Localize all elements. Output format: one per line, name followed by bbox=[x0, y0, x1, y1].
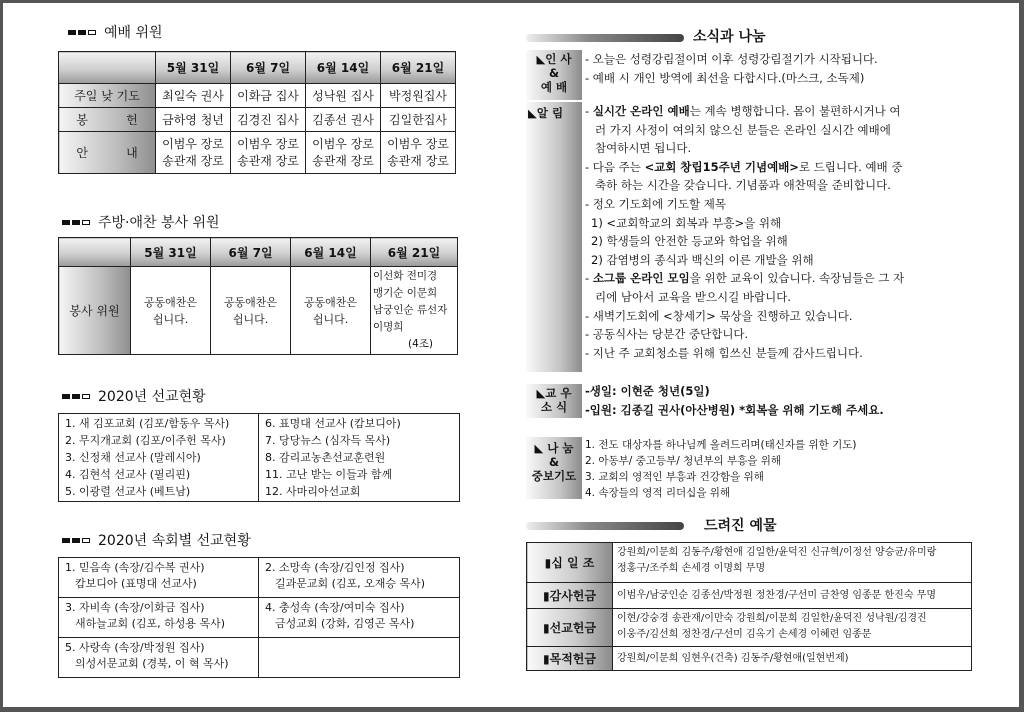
share-text bbox=[585, 437, 1005, 501]
date-header: 5월 31일 bbox=[156, 52, 231, 84]
list-item: 6. 표명대 선교사 (캄보디아) bbox=[265, 417, 401, 430]
news-line: 러 가지 사정이 여의치 않으신 분들은 온라인 실시간 예배에 bbox=[595, 122, 891, 137]
mission-table bbox=[58, 413, 460, 502]
table-cell: 이화금 집사 bbox=[231, 84, 306, 108]
list-item: 7. 당당뉴스 (심자득 목사) bbox=[265, 434, 391, 447]
news-span: 을 위한 교육이 있습니다. 속장님들은 그 자 bbox=[689, 271, 905, 286]
table-cell: 성낙원 집사 bbox=[306, 84, 381, 108]
news-line: - 예배 시 개인 방역에 최선을 다합시다.(마스크, 소독제) bbox=[585, 70, 865, 85]
list-item: 1. 새 김포교회 (김포/함동우 목사) bbox=[65, 417, 230, 430]
member-text bbox=[585, 382, 1005, 419]
section-marker-icon bbox=[68, 30, 96, 35]
offering-label: ▮십 일 조 bbox=[527, 543, 613, 583]
table-cell: 금하영 청년 bbox=[156, 108, 231, 132]
news-line: 리에 남아서 교육을 받으시길 바랍니다. bbox=[595, 289, 792, 304]
offering-label: ▮목적헌금 bbox=[527, 647, 613, 671]
list-item: 11. 고난 받는 이들과 함께 bbox=[265, 468, 393, 481]
greeting-text bbox=[585, 50, 1005, 87]
mission-right-col bbox=[259, 414, 460, 502]
date-header: 6월 21일 bbox=[381, 52, 456, 84]
worship-section-title bbox=[68, 22, 163, 42]
tag-line: 예 배 bbox=[540, 80, 568, 94]
news-span: - 다음 주는 bbox=[585, 159, 645, 174]
news-line: - 실시간 온라인 예배는 계속 병행합니다. 몸이 불편하시거나 여 bbox=[585, 104, 901, 118]
date-header: 5월 31일 bbox=[131, 238, 211, 267]
names-line: 이웅주/김선희 정찬경/구선미 김옥기 손세경 이혜련 임종문 bbox=[617, 629, 872, 640]
row-label: 봉 헌 bbox=[59, 108, 156, 132]
table-cell: 공동애찬은 쉽니다. bbox=[291, 267, 371, 355]
news-line bbox=[585, 158, 1005, 177]
offerings-title: 드려진 예물 bbox=[704, 518, 777, 534]
notice-text bbox=[585, 102, 1005, 362]
date-header: 6월 7일 bbox=[211, 238, 291, 267]
row-label: 주일 낮 기도 bbox=[59, 84, 156, 108]
date-header: 6월 21일 bbox=[371, 238, 458, 267]
kitchen-name-line: 남궁인순 류선자 bbox=[373, 304, 448, 316]
news-bold: <교회 창립15주년 기념예배> bbox=[644, 159, 799, 174]
groups-section-title bbox=[62, 530, 251, 550]
names-line: 이현/강숭경 송관재/이만숙 강원희/이문희 김일한/윤덕진 성낙원/김경진 bbox=[617, 613, 927, 624]
news-line: 축하 하는 시간을 갖습니다. 기념품과 애찬떡을 준비합니다. bbox=[595, 178, 891, 193]
group-cell-empty bbox=[259, 638, 460, 678]
kitchen-group-label: (4조) bbox=[407, 338, 433, 350]
group-name: 4. 충성속 (속장/여미숙 집사) bbox=[265, 601, 405, 614]
group-mission: 의성서문교회 (경북, 이 혁 목사) bbox=[75, 657, 229, 670]
kitchen-name-line: 이선화 전미경 bbox=[373, 270, 438, 282]
table-row bbox=[59, 267, 458, 355]
table-cell bbox=[371, 267, 458, 355]
worship-table bbox=[58, 51, 456, 174]
list-item: 5. 이광렬 선교사 (베트남) bbox=[65, 485, 191, 498]
table-cell: 공동애찬은 쉽니다. bbox=[131, 267, 211, 355]
table-row bbox=[527, 647, 972, 671]
news-line: 2) 학생들의 안전한 등교와 학업을 위해 bbox=[591, 234, 788, 249]
tag-line: ◣교 우 bbox=[536, 386, 572, 400]
table-row bbox=[527, 609, 972, 647]
tag-line: ◣ 나 눔 bbox=[534, 441, 574, 455]
table-row bbox=[527, 583, 972, 609]
section-marker-icon bbox=[62, 394, 90, 399]
group-cell bbox=[259, 598, 460, 638]
table-row bbox=[59, 84, 456, 108]
kitchen-title-text: 주방·애찬 봉사 위원 bbox=[98, 215, 220, 231]
diagonal-header bbox=[59, 52, 156, 84]
offering-names bbox=[613, 647, 972, 671]
group-name: 3. 자비속 (속장/이화금 집사) bbox=[65, 601, 205, 614]
news-line: 참여하시면 됩니다. bbox=[595, 141, 692, 156]
worship-title-text: 예배 위원 bbox=[104, 25, 163, 41]
offering-names bbox=[613, 543, 972, 583]
news-bold: 실시간 온라인 예배 bbox=[592, 104, 690, 118]
list-item: 3. 신정채 선교사 (말레시아) bbox=[65, 451, 201, 464]
mission-left-col bbox=[59, 414, 259, 502]
kitchen-section-title bbox=[62, 212, 220, 232]
list-item: 4. 김현석 선교사 (필리핀) bbox=[65, 468, 191, 481]
names-line: 이범우/남궁인순 김종선/박정원 정찬경/구선미 금찬영 임종문 한진숙 무명 bbox=[617, 589, 936, 601]
share-tag bbox=[526, 437, 582, 499]
tag-line: 소 식 bbox=[540, 400, 568, 414]
row-label: 봉사 위원 bbox=[59, 267, 131, 355]
table-cell: 김일한집사 bbox=[381, 108, 456, 132]
table-cell: 이범우 장로 송관재 장로 bbox=[156, 132, 231, 174]
news-line: - 새벽기도회에 <창세기> 묵상을 진행하고 있습니다. bbox=[585, 308, 853, 323]
news-line: - 오늘은 성령강림절이며 이후 성령강림절기가 시작됩니다. bbox=[585, 52, 878, 66]
offerings-table bbox=[526, 542, 972, 671]
notice-tag bbox=[526, 102, 582, 372]
tag-line: 중보기도 bbox=[531, 469, 577, 483]
date-header: 6월 14일 bbox=[291, 238, 371, 267]
offering-label: ▮감사헌금 bbox=[527, 583, 613, 609]
table-cell: 이범우 장로 송관재 장로 bbox=[306, 132, 381, 174]
news-line: 2. 아동부/ 중고등부/ 청년부의 부흥을 위해 bbox=[585, 455, 782, 467]
group-mission: 길과문교회 (김포, 오재승 목사) bbox=[275, 577, 426, 590]
news-title: 소식과 나눔 bbox=[693, 29, 766, 45]
offering-names bbox=[613, 583, 972, 609]
member-tag bbox=[526, 384, 582, 418]
news-title-bar bbox=[526, 34, 684, 42]
news-line: -생일: 이현준 청년(5일) bbox=[585, 384, 710, 398]
table-cell: 김종선 권사 bbox=[306, 108, 381, 132]
group-cell bbox=[59, 638, 259, 678]
news-line: - 소그룹 온라인 모임을 위한 교육이 있습니다. 속장님들은 그 자 bbox=[585, 271, 905, 286]
group-mission: 금성교회 (강화, 김영곤 목사) bbox=[275, 617, 415, 630]
news-line: 4. 속장들의 영적 리더십을 위해 bbox=[585, 487, 731, 499]
mission-section-title bbox=[62, 386, 206, 406]
diagonal-header bbox=[59, 238, 131, 267]
table-cell: 박정원집사 bbox=[381, 84, 456, 108]
tag-line: & bbox=[548, 455, 560, 469]
group-cell bbox=[59, 558, 259, 598]
news-line: 1. 전도 대상자를 하나님께 올려드리며(태신자를 위한 기도) bbox=[585, 439, 857, 451]
list-item: 12. 사마리아선교회 bbox=[265, 485, 361, 498]
news-span: 는 계속 병행합니다. 몸이 불편하시거나 여 bbox=[689, 104, 901, 118]
tag-line: ◣알 림 bbox=[528, 106, 564, 120]
news-bold: 소그룹 온라인 모임 bbox=[592, 271, 690, 286]
offering-names bbox=[613, 609, 972, 647]
table-cell: 이범우 장로 송관재 장로 bbox=[381, 132, 456, 174]
group-name: 2. 소망속 (속장/김인정 집사) bbox=[265, 561, 405, 574]
table-cell: 공동애찬은 쉽니다. bbox=[211, 267, 291, 355]
tag-line: ◣인 사 bbox=[536, 52, 572, 66]
section-marker-icon bbox=[62, 220, 90, 225]
kitchen-table bbox=[58, 237, 458, 355]
date-header: 6월 7일 bbox=[231, 52, 306, 84]
mission-title-text: 2020년 선교현황 bbox=[98, 389, 206, 405]
list-item: 2. 무지개교회 (김포/이주헌 목사) bbox=[65, 434, 226, 447]
news-line: - 공동식사는 당분간 중단합니다. bbox=[585, 327, 749, 342]
table-row bbox=[59, 108, 456, 132]
news-span: 로 드립니다. 예배 중 bbox=[798, 159, 903, 174]
names-line: 강원희/이문희 임현우(건축) 김동주/황현애(일현번제) bbox=[617, 652, 849, 664]
section-marker-icon bbox=[62, 538, 90, 543]
group-name: 1. 믿음속 (속장/김수복 권사) bbox=[65, 561, 205, 574]
tag-line: & bbox=[548, 66, 560, 80]
news-line: -입원: 김종길 권사(아산병원) *회복을 위해 기도해 주세요. bbox=[585, 402, 884, 417]
news-line: - 정오 기도회에 기도할 제목 bbox=[585, 196, 726, 211]
group-cell bbox=[259, 558, 460, 598]
table-row bbox=[59, 132, 456, 174]
row-label: 안 내 bbox=[59, 132, 156, 174]
group-cell bbox=[59, 598, 259, 638]
groups-title-text: 2020년 속회별 선교현황 bbox=[98, 533, 251, 549]
table-cell: 김경진 집사 bbox=[231, 108, 306, 132]
date-header: 6월 14일 bbox=[306, 52, 381, 84]
group-mission: 새하늘교회 (김포, 하성용 목사) bbox=[75, 617, 226, 630]
offerings-title-bar bbox=[526, 522, 684, 530]
greeting-tag bbox=[526, 50, 582, 100]
group-mission: 캄보디아 (표명대 선교사) bbox=[75, 577, 197, 590]
news-line: 2) 감염병의 종식과 백신의 이른 개발을 위해 bbox=[591, 252, 814, 267]
table-cell: 이범우 장로 송관재 장로 bbox=[231, 132, 306, 174]
names-line: 정홍구/조주희 손세경 이명희 무명 bbox=[617, 563, 766, 574]
news-line: - 지난 주 교회청소를 위해 힘쓰신 분들께 감사드립니다. bbox=[585, 345, 863, 360]
table-cell: 최일숙 권사 bbox=[156, 84, 231, 108]
list-item: 8. 감리교농촌선교훈련원 bbox=[265, 451, 386, 464]
table-row bbox=[527, 543, 972, 583]
news-line: 1) <교회학교의 회복과 부흥>을 위해 bbox=[591, 215, 782, 230]
names-line: 강원희/이문희 김동주/황현애 김일한/윤덕진 신규혁/이정선 양승균/유미랑 bbox=[617, 547, 937, 558]
group-name: 5. 사랑속 (속장/박정원 집사) bbox=[65, 641, 205, 654]
groups-table bbox=[58, 557, 460, 678]
kitchen-name-line: 이명희 bbox=[373, 321, 404, 333]
offering-label: ▮선교헌금 bbox=[527, 609, 613, 647]
news-line: 3. 교회의 영적인 부흥과 건강함을 위해 bbox=[585, 471, 764, 483]
kitchen-name-line: 맹기순 이문희 bbox=[373, 287, 438, 299]
